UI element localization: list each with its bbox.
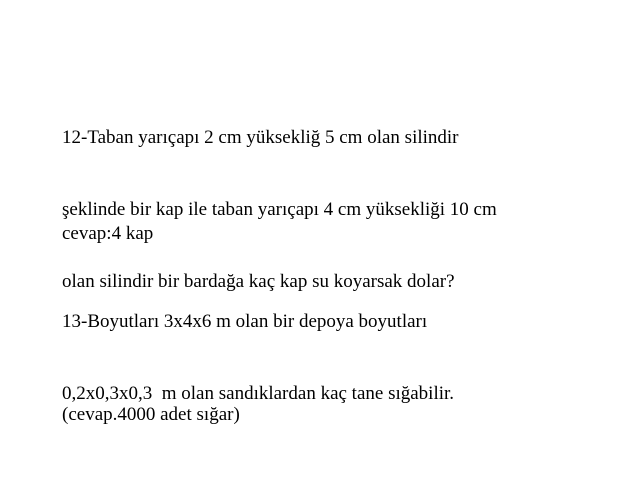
answer-13-text: (cevap.4000 adet sığar)	[62, 404, 240, 425]
answer-12-text: cevap:4 kap	[62, 223, 154, 244]
question-12-line-1: 12-Taban yarıçapı 2 cm yüksekliğ 5 cm olan silindir	[62, 127, 459, 148]
question-13-line-2: 0,2x0,3x0,3 m olan sandıklardan kaç tane sığabilir.	[62, 383, 455, 404]
question-13-line-1: 13-Boyutları 3x4x6 m olan bir depoya boyutları	[62, 311, 428, 332]
answer-13	[62, 355, 240, 475]
question-12-line-2: şeklinde bir kap ile taban yarıçapı 4 cm yüksekliği 10 cm	[62, 199, 497, 220]
question-12-line-3: olan silindir bir bardağa kaç kap su koyarsak dolar?	[62, 271, 455, 292]
